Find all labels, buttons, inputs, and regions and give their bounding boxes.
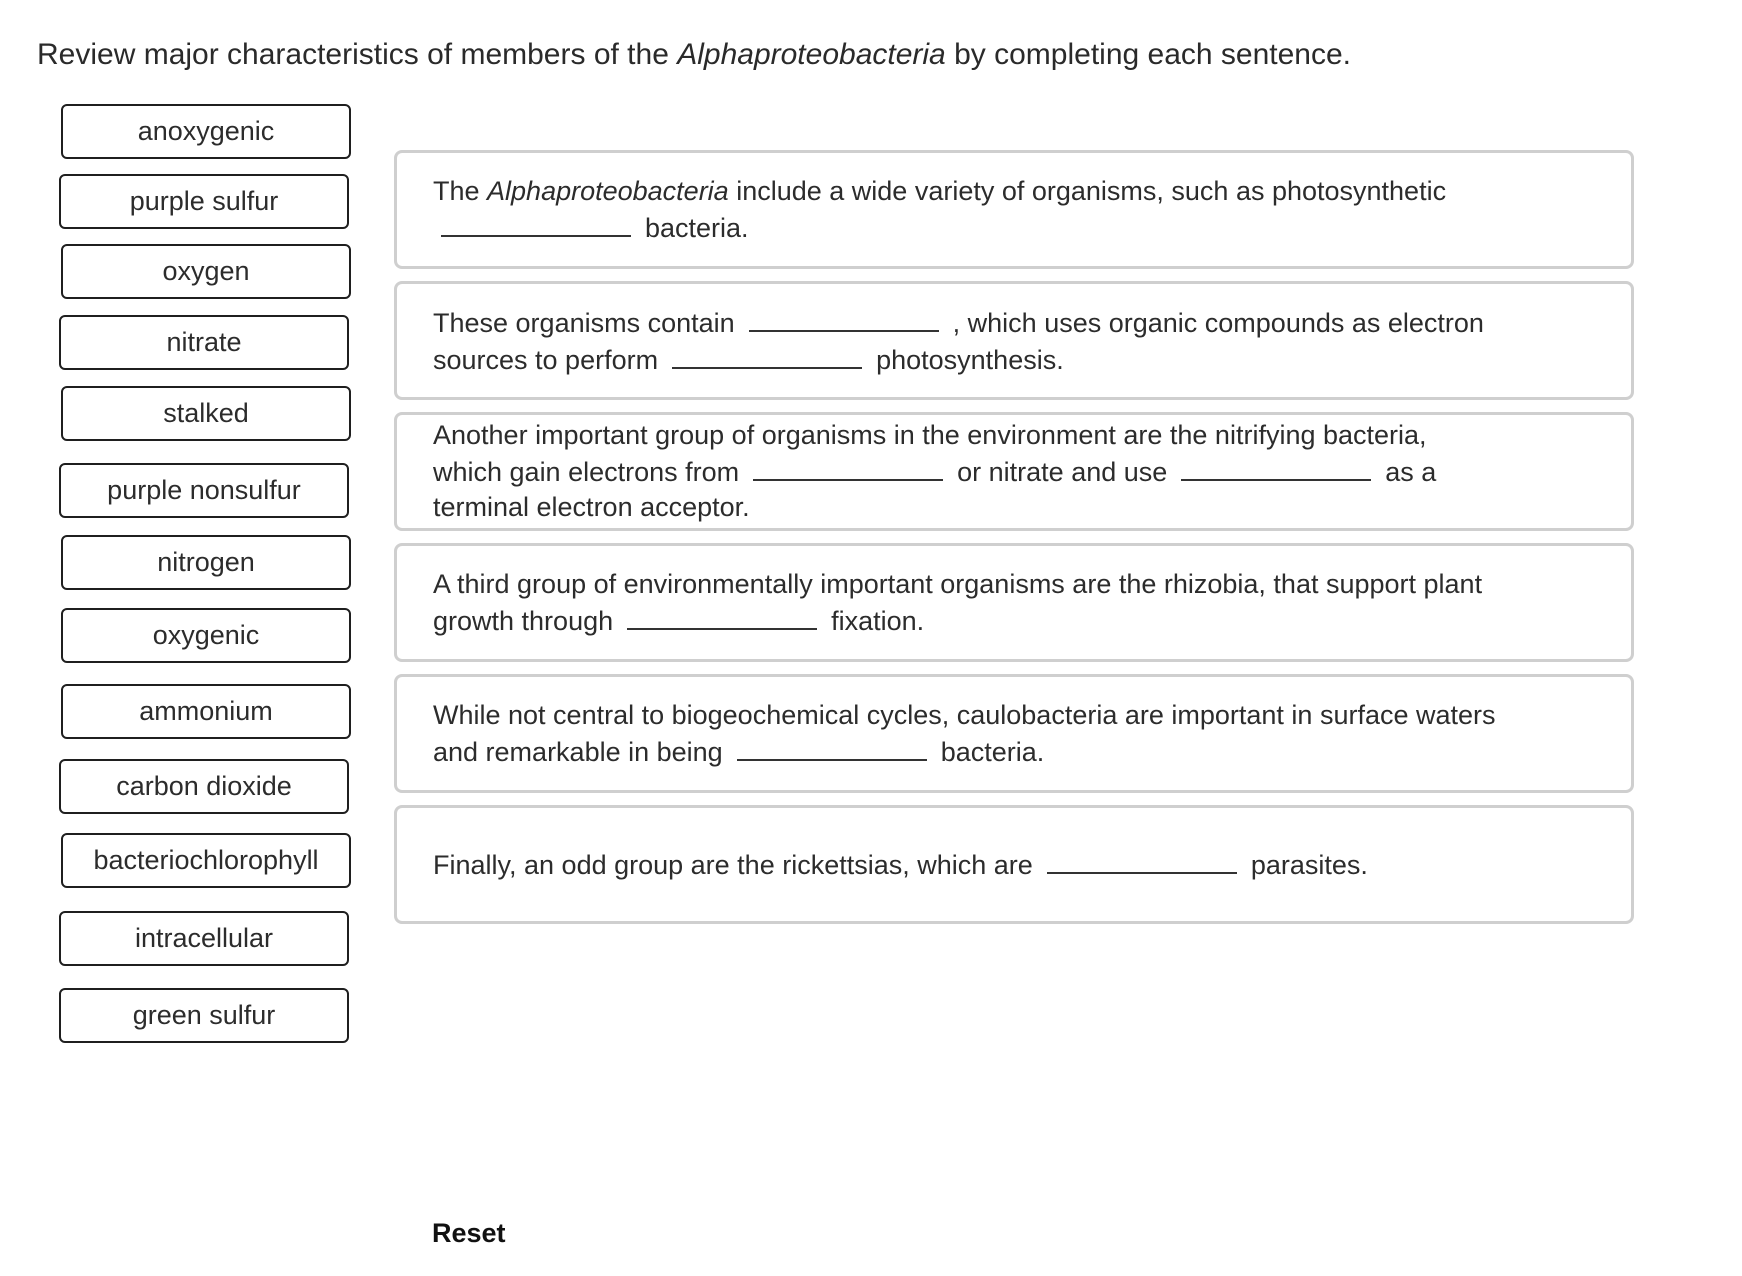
sentence-5-part-1: and remarkable in being [433, 736, 723, 767]
word-chip-nitrogen[interactable]: nitrogen [61, 535, 351, 590]
sentence-3-part-0: Another important group of organisms in the environment are the nitrifying bacteria, [433, 420, 1427, 450]
word-chip-carbon-dioxide[interactable]: carbon dioxide [59, 759, 349, 814]
sentence-6-part-1: parasites. [1250, 850, 1368, 880]
sentence-box-4 [394, 543, 1634, 662]
instructions [37, 38, 1351, 72]
blank-3[interactable] [672, 341, 862, 369]
blank-4[interactable] [753, 453, 943, 481]
word-chip-nitrate[interactable]: nitrate [59, 315, 349, 370]
blank-1[interactable] [441, 209, 631, 237]
word-chip-green-sulfur[interactable]: green sulfur [59, 988, 349, 1043]
reset-button[interactable]: Reset [432, 1218, 506, 1248]
word-chip-intracellular[interactable]: intracellular [59, 911, 349, 966]
blank-6[interactable] [627, 602, 817, 630]
sentence-2-part-1: , which uses organic compounds as electron [952, 307, 1484, 338]
word-chip-bacteriochlorophyll[interactable]: bacteriochlorophyll [61, 833, 351, 888]
sentence-3-part-1: which gain electrons from [433, 457, 740, 487]
sentence-box-3 [394, 412, 1634, 531]
sentence-3-part-2: or nitrate and use [957, 457, 1168, 487]
sentence-3-part-3: as a [1385, 457, 1437, 487]
word-chip-oxygen[interactable]: oxygen [61, 244, 351, 299]
sentence-6-part-0: Finally, an odd group are the rickettsias, which are [433, 850, 1033, 880]
sentence-2-part-2: sources to perform [433, 344, 659, 375]
sentence-4-text [433, 567, 1595, 639]
blank-2[interactable] [749, 304, 939, 332]
sentence-box-5 [394, 674, 1634, 793]
sentence-5-text [433, 698, 1595, 770]
sentence-1-italic: Alphaproteobacteria [487, 175, 729, 206]
word-chip-purple-nonsulfur[interactable]: purple nonsulfur [59, 463, 349, 518]
sentence-4-part-1: growth through [433, 605, 614, 636]
blank-5[interactable] [1181, 453, 1371, 481]
instructions-text: Review major characteristics of members of the [37, 38, 678, 71]
sentence-6-text [433, 846, 1595, 883]
instructions-italic: Alphaproteobacteria [677, 38, 946, 71]
sentence-2-part-0: These organisms contain [433, 307, 735, 338]
blank-7[interactable] [737, 733, 927, 761]
sentence-5-part-2: bacteria. [940, 736, 1045, 767]
sentence-3-part-4: terminal electron acceptor. [433, 492, 750, 522]
sentence-box-6 [394, 805, 1634, 924]
sentence-2-text [433, 304, 1595, 378]
sentence-1-part-2: bacteria. [645, 212, 749, 243]
sentence-4-part-0: A third group of environmentally important organisms are the rhizobia, that support plant [433, 568, 1483, 599]
sentence-1-part-0: The [433, 175, 488, 206]
word-chip-stalked[interactable]: stalked [61, 386, 351, 441]
sentence-4-part-2: fixation. [831, 605, 925, 636]
instructions-text-end: by completing each sentence. [945, 38, 1351, 71]
sentence-5-part-0: While not central to biogeochemical cycles, caulobacteria are important in surface waters [433, 699, 1496, 730]
word-chip-oxygenic[interactable]: oxygenic [61, 608, 351, 663]
sentence-2-part-3: photosynthesis. [876, 344, 1064, 375]
word-chip-purple-sulfur[interactable]: purple sulfur [59, 174, 349, 229]
sentence-3-text [433, 418, 1595, 525]
word-chip-ammonium[interactable]: ammonium [61, 684, 351, 739]
sentence-box-1 [394, 150, 1634, 269]
sentence-1-text [433, 174, 1595, 246]
sentence-1-part-1: include a wide variety of organisms, such as photosynthetic [728, 175, 1447, 206]
blank-8[interactable] [1047, 846, 1237, 874]
sentence-box-2 [394, 281, 1634, 400]
word-chip-anoxygenic[interactable]: anoxygenic [61, 104, 351, 159]
